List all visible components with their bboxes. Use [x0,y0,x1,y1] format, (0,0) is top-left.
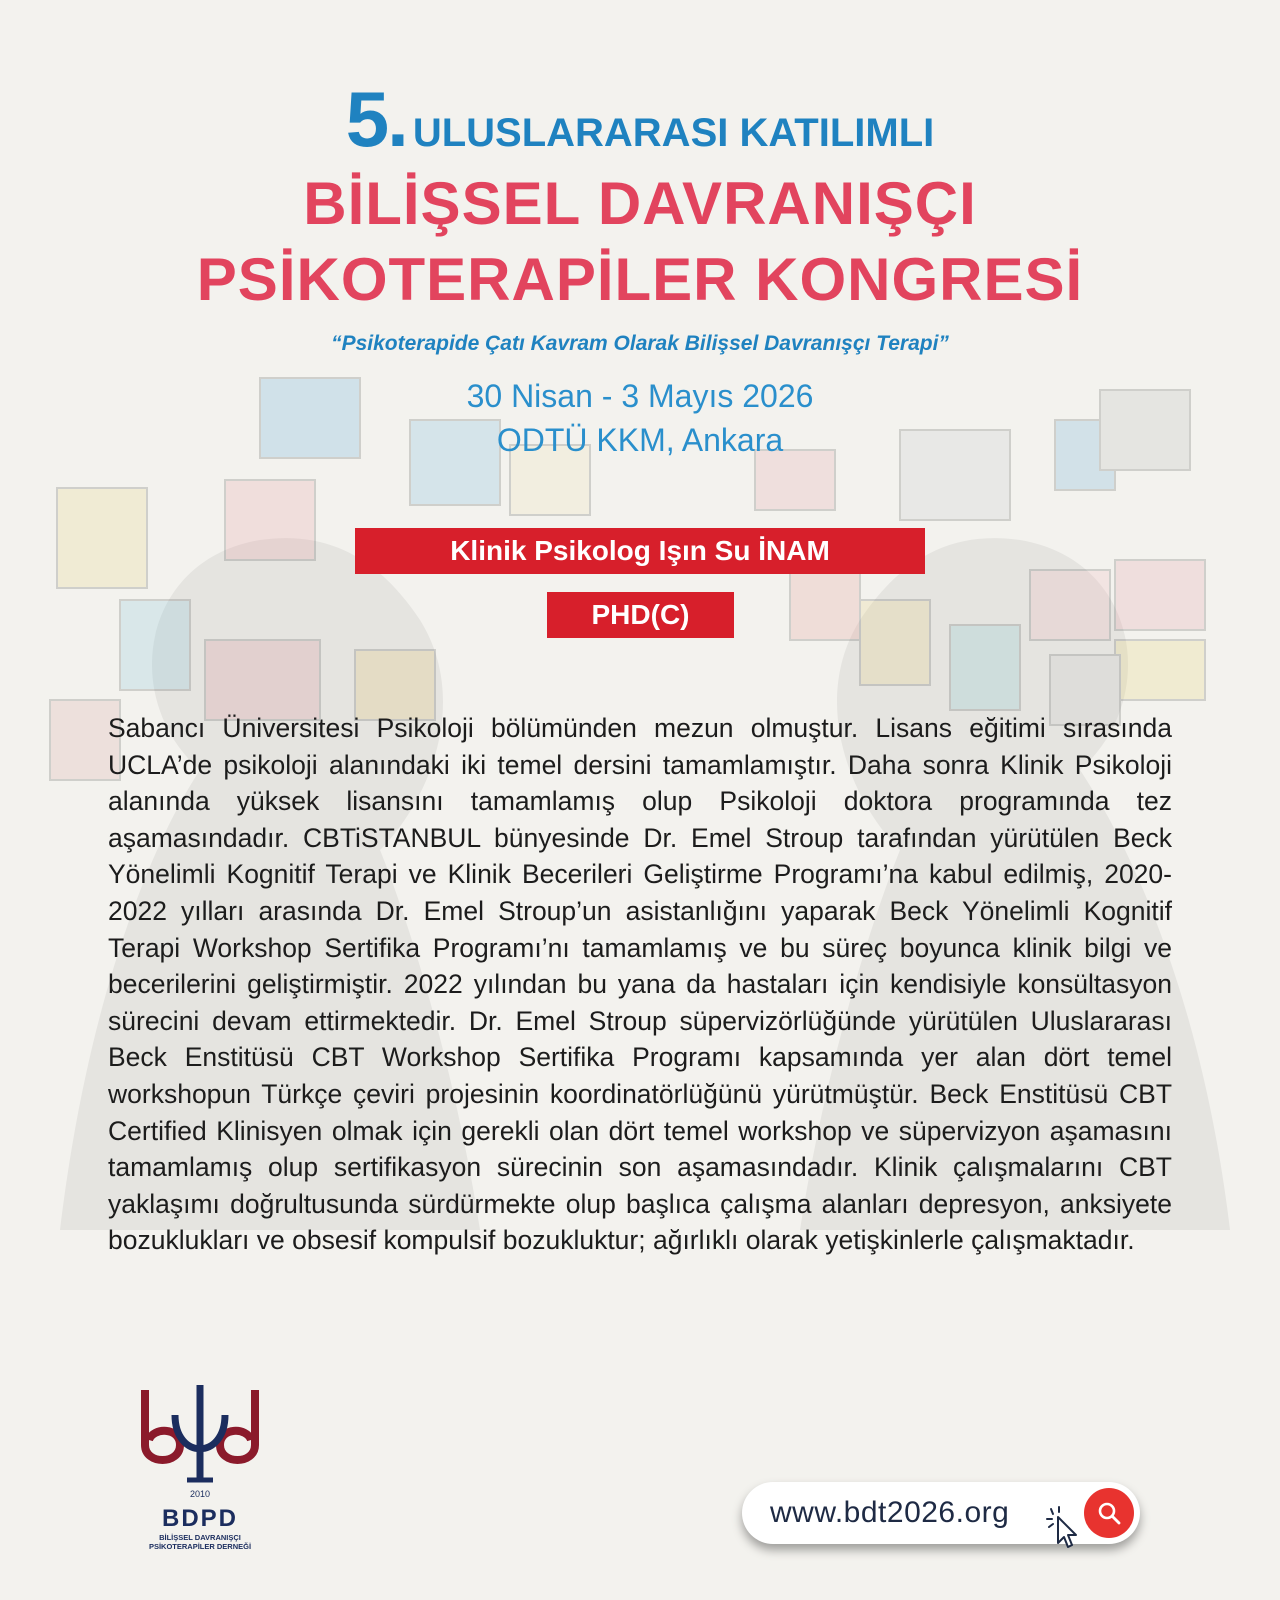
speaker-name-badge: Klinik Psikolog Işın Su İNAM [355,528,925,574]
congress-title-line2: PSİKOTERAPİLER KONGRESİ [196,246,1084,313]
logo-abbreviation: BDPD [161,1505,238,1532]
edition-line [0,75,1280,163]
speaker-biography: Sabancı Üniversitesi Psikoloji bölümünden mezun olmuştur. Lisans eğitimi sırasında UCLA’de psikoloji alanındaki iki temel dersini tamamlamıştır. Daha sonra Klinik Psikoloji alanında yüksek lisansını tamamlamış olup Psikoloji doktora programında tez aşamasındadır. CBTiSTANBUL bünyesinde Dr. Emel Stroup tarafından yürütülen Beck Yönelimli Kognitif Terapi ve Klinik Becerileri Geliştirme Programı’na kabul edilmiş, 2020-2022 yılları arasında Dr. Emel Stroup’un asistanlığını yaparak Beck Yönelimli Kognitif Terapi Workshop Sertifika Programı’nı tamamlamış ve bu süreç boyunca klinik bilgi ve becerilerini geliştirmiştir. 2022 yılından bu yana da hastaları için kendisiyle konsültasyon sürecini devam ettirmektedir. Dr. Emel Stroup süpervizörlüğünde yürütülen Uluslararası Beck Enstitüsü CBT Workshop Sertifika Programı kapsamında yer alan dört temel workshopun Türkçe çeviri projesinin koordinatörlüğünü yürütmüştür. Beck Enstitüsü CBT Certified Klinisyen olmak için gerekli olan dört temel workshop ve süpervizyon aşamasını tamamlamış olup sertifikasyon sürecinin son aşamasındadır. Klinik çalışmalarını CBT yaklaşımı doğrultusunda sürdürmekte olup başlıca çalışma alanları depresyon, anksiyete bozuklukları ve obsesif kompulsif bozukluktur; ağırlıklı olarak yetişkinlerle çalışmaktadır. [108,713,1172,1256]
logo-year: 2010 [189,1489,211,1499]
event-header [0,75,1280,462]
event-venue: ODTÜ KKM, Ankara [496,422,784,458]
pointer-cursor-icon [1045,1505,1085,1551]
search-button[interactable] [1084,1488,1134,1538]
congress-title-line1: BİLİŞSEL DAVRANIŞÇI [303,170,977,237]
congress-tagline: “Psikoterapide Çatı Kavram Olarak Bilişsel Davranışçı Terapi” [331,332,949,355]
website-url[interactable]: www.bdt2026.org [770,1496,1010,1529]
logo-subtitle-line1: BİLİŞSEL DAVRANIŞÇI [159,1533,241,1542]
edition-number: 5. [345,75,407,163]
logo-subtitle [135,1533,265,1551]
international-label: ULUSLARARASI KATILIMLI [412,111,935,155]
speaker-degree-badge: PHD(C) [547,592,734,638]
logo-subtitle-line2: PSİKOTERAPİLER DERNEĞİ [148,1542,252,1551]
search-icon [1096,1500,1122,1526]
event-date: 30 Nisan - 3 Mayıs 2026 [466,378,814,414]
